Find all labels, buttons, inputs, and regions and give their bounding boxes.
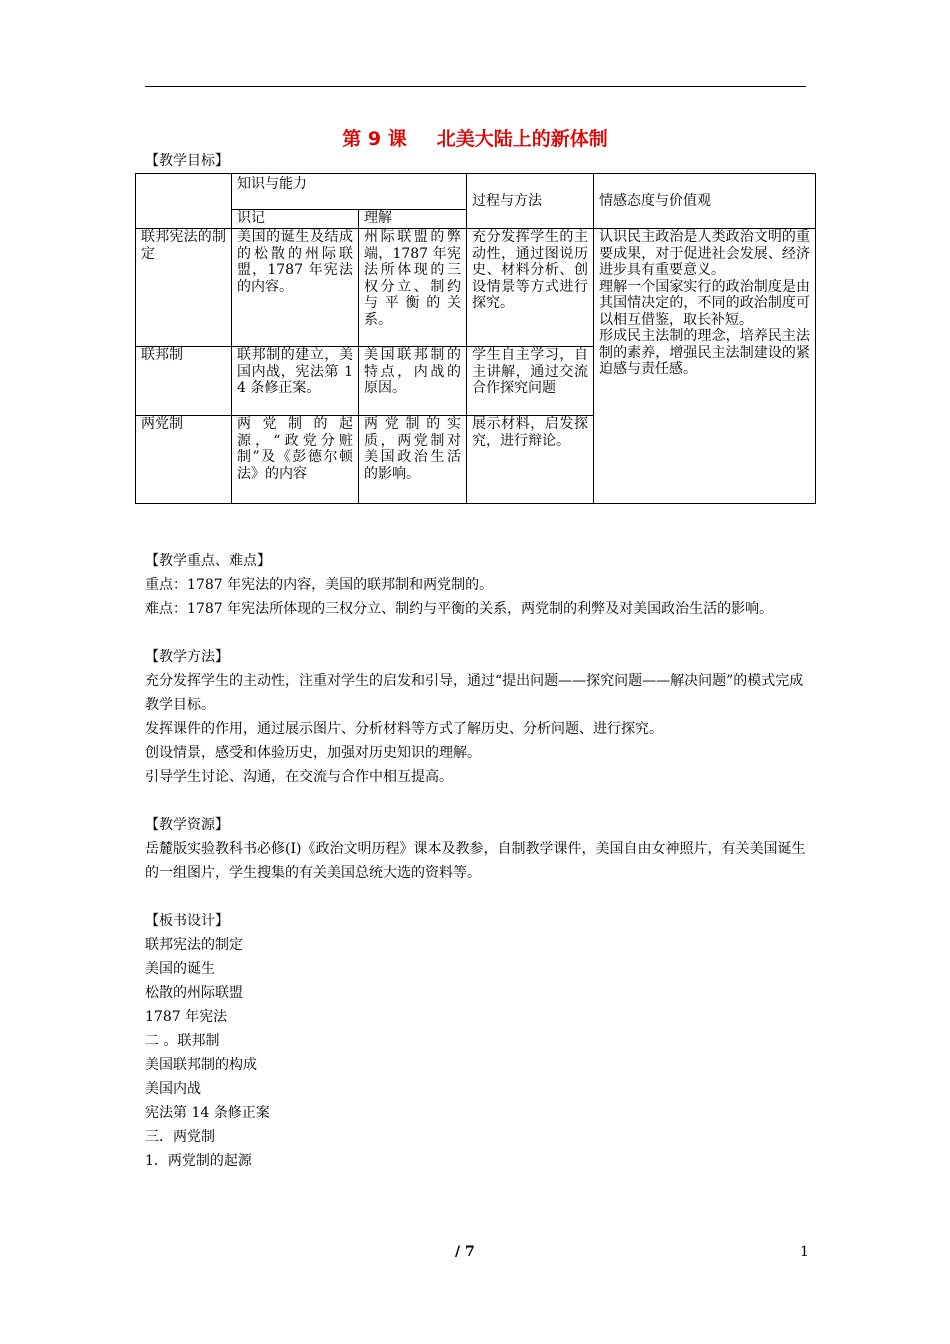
board-line: 松散的州际联盟 bbox=[145, 985, 243, 1001]
row-topic: 联邦制 bbox=[136, 347, 232, 416]
page-number: 1 bbox=[800, 1244, 809, 1260]
key-points-heading: 【教学重点、难点】 bbox=[145, 553, 271, 569]
row-remember: 美国的诞生及结成的松散的州际联盟，1787 年宪法的内容。 bbox=[232, 229, 359, 347]
method-item: 创设情景，感受和体验历史，加强对历史知识的理解。 bbox=[145, 745, 481, 761]
table-corner-cell bbox=[136, 174, 232, 229]
focus-text: 重点：1787 年宪法的内容，美国的联邦制和两党制的。 bbox=[145, 577, 494, 593]
header-understand: 理解 bbox=[359, 210, 467, 229]
header-emotion: 情感态度与价值观 bbox=[594, 174, 816, 229]
objectives-heading: 【教学目标】 bbox=[145, 153, 229, 169]
method-item: 充分发挥学生的主动性，注重对学生的启发和引导，通过“提出问题——探究问题——解决问题”的模式完成教学目标。 bbox=[145, 673, 804, 713]
header-remember: 识记 bbox=[232, 210, 359, 229]
table-row bbox=[136, 229, 816, 347]
lesson-title: 北美大陆上的新体制 bbox=[436, 128, 608, 150]
method-item: 引导学生讨论、沟通，在交流与合作中相互提高。 bbox=[145, 769, 453, 785]
emotion-text: 形成民主法制的理念，培养民主法制的素养，增强民主法制建设的紧迫感与责任感。 bbox=[599, 328, 810, 377]
difficulty-text: 难点：1787 年宪法所体现的三权分立、制约与平衡的关系，两党制的利弊及对美国政治生活的影响。 bbox=[145, 601, 774, 617]
board-line: 美国内战 bbox=[145, 1081, 201, 1097]
page-total: / 7 bbox=[455, 1244, 475, 1260]
emotion-text: 认识民主政治是人类政治文明的重要成果，对于促进社会发展、经济进步具有重要意义。 bbox=[599, 229, 810, 278]
board-line: 美国的诞生 bbox=[145, 961, 215, 977]
objectives-table bbox=[135, 173, 816, 504]
row-topic: 联邦宪法的制定 bbox=[136, 229, 232, 347]
method-item: 发挥课件的作用，通过展示图片、分析材料等方式了解历史、分析问题、进行探究。 bbox=[145, 721, 663, 737]
board-line: 三．两党制 bbox=[145, 1129, 215, 1145]
methods-heading: 【教学方法】 bbox=[145, 649, 229, 665]
row-topic: 两党制 bbox=[136, 416, 232, 504]
body-text bbox=[145, 549, 810, 1173]
board-line: 宪法第 14 条修正案 bbox=[145, 1105, 270, 1121]
header-knowledge: 知识与能力 bbox=[232, 174, 467, 210]
row-understand: 两党制的实质，两党制对美国政治生活的影响。 bbox=[359, 416, 467, 504]
resources-text: 岳麓版实验教科书必修(Ⅰ)《政治文明历程》课本及教参，自制教学课件，美国自由女神照片，有关美国诞生的一组图片，学生搜集的有关美国总统大选的资料等。 bbox=[145, 841, 806, 881]
lesson-number: 第 9 课 bbox=[342, 128, 407, 150]
row-remember: 联邦制的建立，美国内战，宪法第 14 条修正案。 bbox=[232, 347, 359, 416]
board-line: 1787 年宪法 bbox=[145, 1009, 228, 1025]
row-understand: 美国联邦制的特点，内战的原因。 bbox=[359, 347, 467, 416]
header-process: 过程与方法 bbox=[467, 174, 594, 229]
row-remember: 两党制的起源，“政党分赃制”及《彭德尔顿法》的内容 bbox=[232, 416, 359, 504]
board-line: 联邦宪法的制定 bbox=[145, 937, 243, 953]
board-line: 美国联邦制的构成 bbox=[145, 1057, 257, 1073]
row-process: 学生自主学习，自主讲解，通过交流合作探究问题 bbox=[467, 347, 594, 416]
row-process: 展示材料，启发探究，进行辩论。 bbox=[467, 416, 594, 504]
header-rule bbox=[145, 86, 806, 87]
resources-heading: 【教学资源】 bbox=[145, 817, 229, 833]
row-process: 充分发挥学生的主动性，通过图说历史、材料分析、创设情景等方式进行探究。 bbox=[467, 229, 594, 347]
emotion-text: 理解一个国家实行的政治制度是由其国情决定的，不同的政治制度可以相互借鉴，取长补短。 bbox=[599, 278, 810, 328]
row-understand: 州际联盟的弊端，1787 年宪法所体现的三权分立、制约与平衡的关系。 bbox=[359, 229, 467, 347]
emotion-cell bbox=[594, 229, 816, 504]
page-title bbox=[0, 124, 950, 151]
board-heading: 【板书设计】 bbox=[145, 913, 229, 929]
board-line: 1．两党制的起源 bbox=[145, 1153, 252, 1169]
board-line: 二 。联邦制 bbox=[145, 1033, 220, 1049]
